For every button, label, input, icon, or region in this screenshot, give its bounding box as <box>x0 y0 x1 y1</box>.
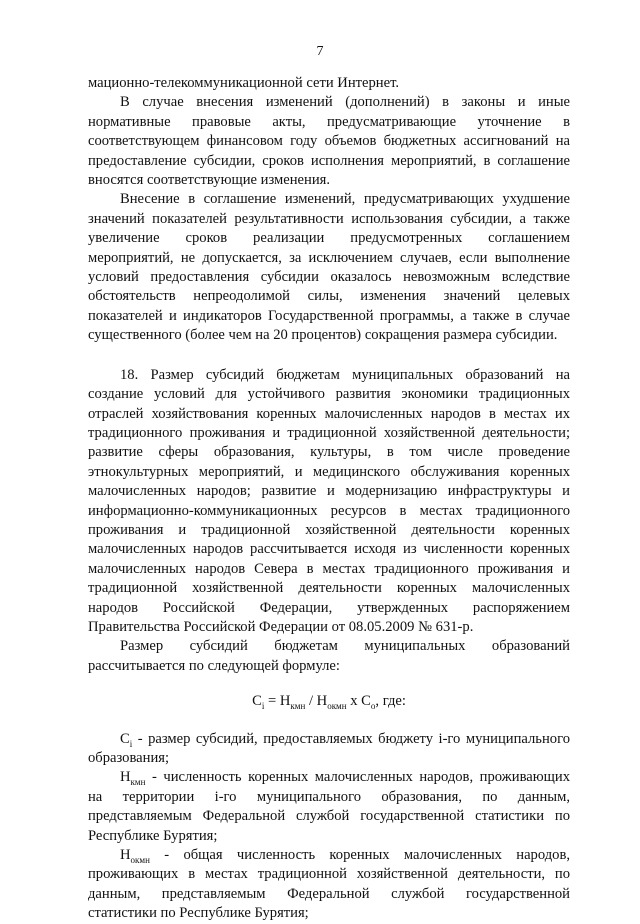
definition-hokmn-text: - общая численность коренных малочисленных народов, проживающих в местах традиционной хозяйственной деятельности, по данным, представляемым Федеральной службой государственной статистики по Республике Бурятия; <box>88 847 570 922</box>
definition-hkmn <box>88 768 570 846</box>
definition-hkmn-text: - численность коренных малочисленных народов, проживающих на территории i-го муниципального образования, по данным, представляемым Федеральной службой государственной статистики по Республике Бурятия; <box>88 769 570 844</box>
definition-hkmn-sub: кмн <box>130 777 146 788</box>
paragraph-restrictions: Внесение в соглашение изменений, предусматривающих ухудшение значений показателей результативности использования субсидии, а также увеличение сроков реализации предусмотренных соглашением мероприятий, не допускается, за исключением случаев, если выполнение условий предоставления субсидии оказалось невозможным вследствие обстоятельств непреодолимой силы, изменения значений целевых показателей и индикаторов Государственной программы, а также в случае существенного (более чем на 20 процентов) сокращения размера субсидии. <box>88 191 570 344</box>
definition-ci-sub: i <box>129 738 133 749</box>
definition-ci-symbol: C <box>120 730 130 747</box>
paragraph-amendments: В случае внесения изменений (дополнений) в законы и иные нормативные правовые акты, предусматривающие уточнение в соответствующем финансовом году объемов бюджетных ассигнований на предоставление субсидии, сроков исполнения мероприятий, в соглашение вносятся соответствующие изменения. <box>88 94 570 189</box>
definition-hokmn <box>88 846 570 924</box>
definition-ci <box>88 730 570 769</box>
page-number: 7 <box>316 44 324 59</box>
definition-hkmn-symbol: H <box>120 769 131 786</box>
formula-hokmn-sub: окмн <box>327 701 347 712</box>
definition-ci-text: - размер субсидий, предоставляемых бюджету i-го муниципального образования; <box>88 730 570 766</box>
formula-ci-sub: i <box>261 701 265 712</box>
definition-hokmn-sub: окмн <box>130 854 150 865</box>
formula-x: x C <box>346 693 371 710</box>
formula-slash: / H <box>305 693 328 710</box>
formula <box>88 692 570 711</box>
definition-hokmn-symbol: H <box>120 847 131 864</box>
formula-hkmn-sub: кмн <box>290 701 306 712</box>
formula-co-sub: o <box>370 701 376 712</box>
formula-tail: , где: <box>375 693 406 710</box>
paragraph-item-18: 18. Размер субсидий бюджетам муниципальных образований на создание условий для устойчивого развития экономики традиционных отраслей хозяйствования коренных малочисленных народов в местах их традиционного проживания и традиционной хозяйственной деятельности; развитие сферы образования, культуры, в том числе проведение этнокультурных мероприятий, и медицинского обслуживания коренных малочисленных народов; развитие и модернизацию инфраструктуры и информационно-коммуникационных ресурсов в местах традиционного проживания и традиционной хозяйственной деятельности коренных малочисленных народов рассчитывается исходя из численности коренных малочисленных народов Севера в местах традиционного проживания и традиционной хозяйственной деятельности коренных малочисленных народов Российской Федерации, утвержденных распоряжением Правительства Российской Федерации от 08.05.2009 № 631-р. <box>88 366 570 635</box>
paragraph-formula-intro: Размер субсидий бюджетам муниципальных образований рассчитывается по следующей формуле: <box>88 638 570 674</box>
formula-eq: = H <box>264 693 291 710</box>
formula-ci: C <box>252 693 262 710</box>
document-body <box>88 74 570 924</box>
paragraph-continuation: мационно-телекоммуникационной сети Интернет. <box>88 75 399 91</box>
